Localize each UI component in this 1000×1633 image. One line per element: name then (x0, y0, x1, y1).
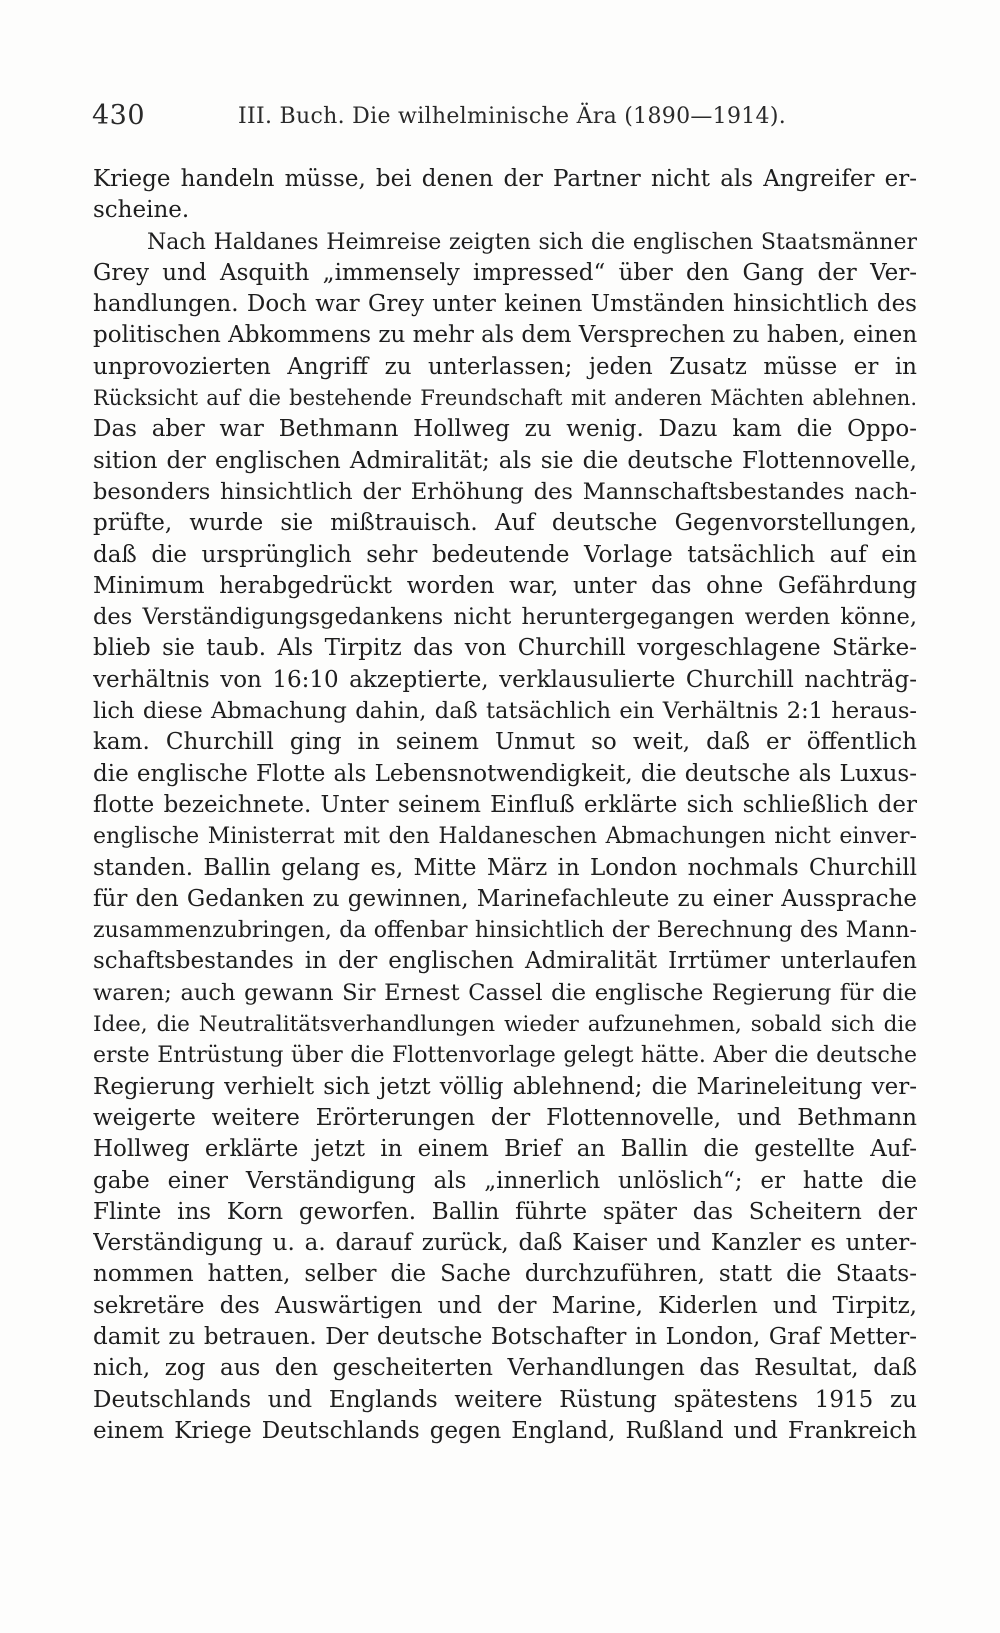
text-line: die englische Flotte als Lebensnotwendigkeit, die deutsche als Luxus- (93, 760, 917, 787)
text-line: Deutschlands und Englands weitere Rüstung spätestens 1915 zu (93, 1386, 917, 1413)
text-line: Hollweg erklärte jetzt in einem Brief an Ballin die gestellte Auf- (93, 1136, 917, 1163)
text-line: des Verständigungsgedankens nicht heruntergegangen werden könne, (93, 604, 917, 631)
text-line: Verständigung u. a. darauf zurück, daß Kaiser und Kanzler es unter- (93, 1230, 917, 1257)
text-line: Das aber war Bethmann Hollweg zu wenig. Dazu kam die Oppo- (93, 416, 917, 443)
text-line: für den Gedanken zu gewinnen, Marinefachleute zu einer Aussprache (93, 885, 917, 912)
text-line: verhältnis von 16:10 akzeptierte, verklausulierte Churchill nachträg- (93, 666, 917, 693)
text-line: nich, zog aus den gescheiterten Verhandlungen das Resultat, daß (93, 1355, 917, 1382)
text-line: standen. Ballin gelang es, Mitte März in London nochmals Churchill (93, 854, 917, 881)
text-line: Rücksicht auf die bestehende Freundschaft mit anderen Mächten ablehnen. (93, 386, 917, 411)
text-line: englische Ministerrat mit den Haldaneschen Abmachungen nicht einver- (93, 824, 917, 850)
text-line: Kriege handeln müsse, bei denen der Partner nicht als Angreifer er- (93, 166, 917, 192)
text-line: Minimum herabgedrückt worden war, unter das ohne Gefährdung (93, 572, 917, 599)
text-line: sition der englischen Admiralität; als sie die deutsche Flottennovelle, (93, 447, 917, 474)
text-line: schaftsbestandes in der englischen Admiralität Irrtümer unterlaufen (93, 948, 917, 975)
text-line: Regierung verhielt sich jetzt völlig ablehnend; die Marineleitung ver- (93, 1073, 917, 1100)
text-line: Grey und Asquith „immensely impressed“ über den Gang der Ver- (93, 259, 917, 286)
text-line: gabe einer Verständigung als „innerlich unlöslich“; er hatte die (93, 1167, 917, 1194)
text-line: politischen Abkommens zu mehr als dem Versprechen zu haben, einen (93, 322, 917, 349)
text-line: Nach Haldanes Heimreise zeigten sich die englischen Staatsmänner (147, 229, 917, 255)
text-line: weigerte weitere Erörterungen der Flottennovelle, und Bethmann (93, 1104, 917, 1131)
text-line: besonders hinsichtlich der Erhöhung des Mannschaftsbestandes nach- (93, 478, 917, 505)
text-line: handlungen. Doch war Grey unter keinen Umständen hinsichtlich des (93, 291, 917, 318)
text-line: flotte bezeichnete. Unter seinem Einfluß erklärte sich schließlich der (93, 791, 917, 818)
body-text (93, 164, 917, 1447)
text-line: scheine. (93, 197, 190, 224)
text-line: sekretäre des Auswärtigen und der Marine, Kiderlen und Tirpitz, (93, 1292, 917, 1319)
page-header (92, 100, 922, 140)
text-line: kam. Churchill ging in seinem Unmut so weit, daß er öffentlich (93, 729, 917, 756)
text-line: nommen hatten, selber die Sache durchzuführen, statt die Staats- (93, 1261, 917, 1288)
text-line: lich diese Abmachung dahin, daß tatsächlich ein Verhältnis 2:1 heraus- (93, 698, 917, 725)
text-line: daß die ursprünglich sehr bedeutende Vorlage tatsächlich auf ein (93, 541, 917, 568)
text-line: erste Entrüstung über die Flottenvorlage gelegt hätte. Aber die deutsche (93, 1043, 917, 1069)
text-line: waren; auch gewann Sir Ernest Cassel die englische Regierung für die (93, 979, 917, 1006)
text-line: Idee, die Neutralitätsverhandlungen wieder aufzunehmen, sobald sich die (93, 1012, 917, 1038)
text-line: blieb sie taub. Als Tirpitz das von Churchill vorgeschlagene Stärke- (93, 635, 917, 662)
text-line: damit zu betrauen. Der deutsche Botschafter in London, Graf Metter- (93, 1323, 917, 1350)
running-head: III. Buch. Die wilhelminische Ära (1890—1914). (238, 104, 787, 129)
text-line: einem Kriege Deutschlands gegen England, Rußland und Frankreich (93, 1417, 917, 1444)
page-number: 430 (92, 100, 146, 131)
text-line: zusammenzubringen, da offenbar hinsichtlich der Berechnung des Mann- (93, 918, 917, 944)
text-line: prüfte, wurde sie mißtrauisch. Auf deutsche Gegenvorstellungen, (93, 510, 917, 537)
text-line: Flinte ins Korn geworfen. Ballin führte später das Scheitern der (93, 1198, 917, 1225)
text-line: unprovozierten Angriff zu unterlassen; jeden Zusatz müsse er in (93, 353, 917, 380)
